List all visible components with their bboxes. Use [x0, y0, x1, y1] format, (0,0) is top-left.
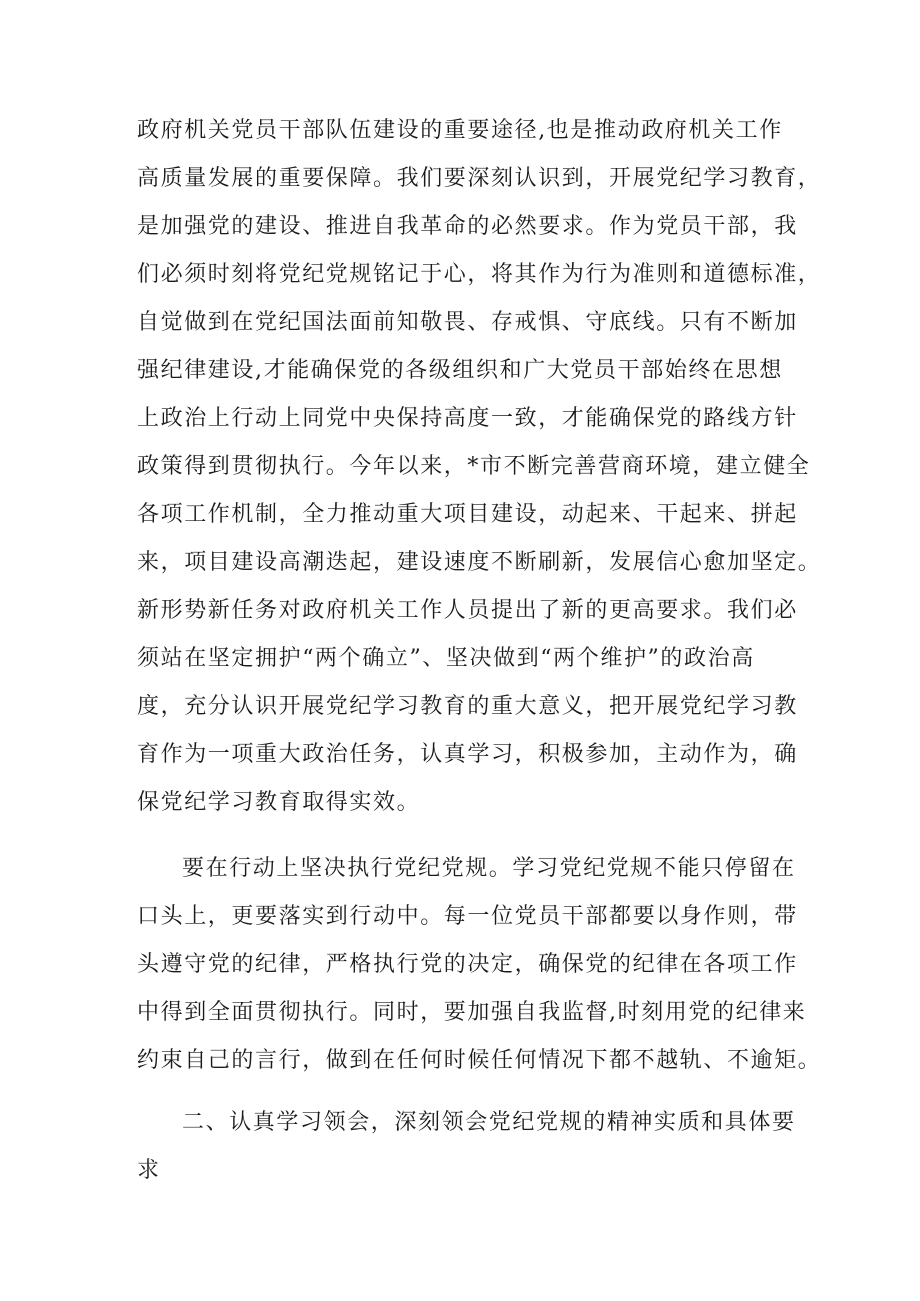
- text-line: 政府机关党员干部队伍建设的重要途径,也是推动政府机关工作: [137, 118, 783, 143]
- text-line: 自觉做到在党纪国法面前知敬畏、存戒惧、守底线。只有不断加: [137, 310, 798, 335]
- text-line: 来，项目建设高潮迭起，建设速度不断刷新，发展信心愈加坚定。: [137, 550, 822, 575]
- text-line: 新形势新任务对政府机关工作人员提出了新的更高要求。我们必: [137, 598, 798, 623]
- text-line: 各项工作机制，全力推动重大项目建设，动起来、干起来、拼起: [137, 502, 798, 527]
- text-line: 是加强党的建设、推进自我革命的必然要求。作为党员干部，我: [137, 214, 798, 239]
- section-heading-line: 求: [137, 1158, 161, 1183]
- text-line: 须站在坚定拥护“两个确立”、坚决做到“两个维护”的政治高: [137, 646, 755, 671]
- text-line: 度，充分认识开展党纪学习教育的重大意义，把开展党纪学习教: [137, 694, 798, 719]
- text-line: 育作为一项重大政治任务，认真学习，积极参加，主动作为，确: [137, 742, 798, 767]
- text-line: 口头上，更要落实到行动中。每一位党员干部都要以身作则，带: [137, 904, 798, 929]
- text-line: 们必须时刻将党纪党规铭记于心，将其作为行为准则和道德标准，: [137, 262, 822, 287]
- text-line: 中得到全面贯彻执行。同时，要加强自我监督,时刻用党的纪律来: [137, 1000, 807, 1025]
- paragraph-start-line: 要在行动上坚决执行党纪党规。学习党纪党规不能只停留在: [182, 856, 796, 881]
- text-line: 政策得到贯彻执行。今年以来，*市不断完善营商环境，建立健全: [137, 454, 811, 479]
- text-line: 保党纪学习教育取得实效。: [137, 790, 421, 815]
- text-line: 高质量发展的重要保障。我们要深刻认识到，开展党纪学习教育，: [137, 166, 822, 191]
- text-line: 头遵守党的纪律，严格执行党的决定，确保党的纪律在各项工作: [137, 952, 798, 977]
- text-line: 上政治上行动上同党中央保持高度一致，才能确保党的路线方针: [137, 406, 798, 431]
- text-line: 强纪律建设,才能确保党的各级组织和广大党员干部始终在思想: [137, 358, 783, 383]
- section-heading-line: 二、认真学习领会，深刻领会党纪党规的精神实质和具体要: [182, 1110, 796, 1135]
- text-line: 约束自己的言行，做到在任何时候任何情况下都不越轨、不逾矩。: [137, 1048, 822, 1073]
